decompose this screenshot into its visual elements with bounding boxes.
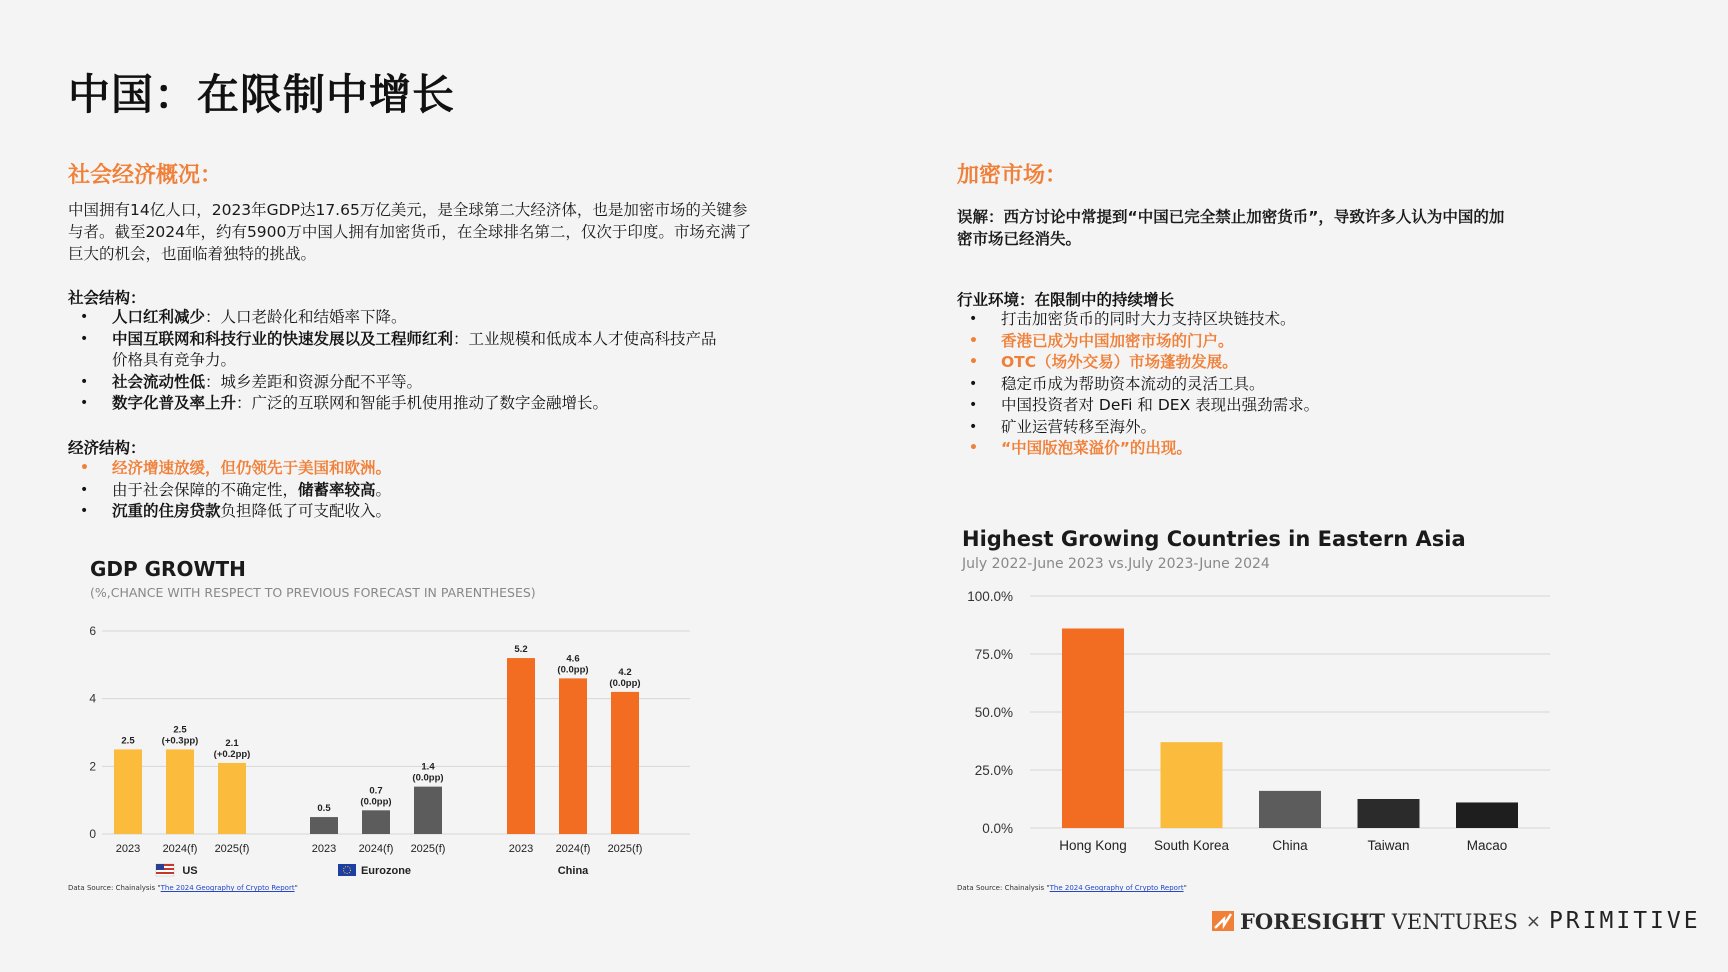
x-tick-label: 2024(f) (358, 843, 394, 855)
x-tick-label: 2023 (311, 843, 337, 855)
industry-environment-list (957, 309, 1637, 460)
y-tick-label: 4 (89, 691, 96, 706)
x-tick-label: China (1272, 838, 1308, 853)
right-data-source: Data Source: Chainalysis "The 2024 Geography of Crypto Report" (957, 884, 1187, 892)
bullet-icon: • (969, 375, 978, 392)
left-data-source: Data Source: Chainalysis "The 2024 Geography of Crypto Report" (68, 884, 298, 892)
data-label: 0.7 (369, 785, 383, 797)
y-tick-label: 25.0% (974, 763, 1013, 778)
data-label: 4.6 (566, 653, 580, 665)
socioeconomic-heading: 社会经济概况： (68, 163, 223, 188)
page-title: 中国：在限制中增长 (68, 70, 456, 119)
legend-label: China (557, 865, 589, 877)
us-flag-canton (156, 864, 164, 870)
bar (1358, 799, 1420, 828)
bullet-icon: • (969, 354, 978, 370)
bar (310, 817, 338, 834)
data-label: (+0.2pp) (213, 748, 251, 760)
bullet-icon: • (969, 332, 978, 349)
bullet-icon: • (80, 395, 89, 411)
bullet-icon: • (80, 460, 89, 476)
bullet-icon: • (80, 503, 89, 519)
bar (1259, 791, 1321, 828)
bullet-icon: • (80, 309, 89, 325)
bullet-icon: • (969, 311, 978, 327)
economic-structure-list (68, 458, 858, 523)
bar (166, 749, 194, 834)
list-item: • 打击加密货币的同时大力支持区块链技术。 (957, 309, 1637, 331)
x-tick-label: 2023 (115, 843, 141, 855)
legend-label: Eurozone (360, 865, 412, 877)
x-tick-label: 2023 (508, 843, 534, 855)
bullet-icon: • (80, 373, 89, 390)
bar (559, 678, 587, 834)
x-tick-label: Taiwan (1367, 838, 1410, 853)
bullet-icon: • (80, 330, 89, 347)
data-label: 2.5 (173, 724, 187, 736)
x-tick-label: 2024(f) (162, 843, 198, 855)
x-tick-label: Macao (1466, 838, 1508, 853)
gdp-chart-subtitle: (%,CHANCE WITH RESPECT TO PREVIOUS FORECAST IN PARENTHESES) (90, 585, 536, 600)
data-label: 1.4 (421, 761, 435, 773)
footer-logo (1212, 908, 1701, 934)
gdp-growth-chart (70, 620, 710, 880)
bar (1161, 742, 1223, 828)
y-tick-label: 100.0% (967, 589, 1013, 604)
list-item: • 矿业运营转移至海外。 (957, 417, 1637, 439)
cross-mark: × (1525, 910, 1541, 932)
list-item: • 稳定币成为帮助资本流动的灵活工具。 (957, 374, 1637, 396)
bullet-icon: • (969, 440, 978, 456)
myth-paragraph (957, 206, 1617, 250)
intro-paragraph (68, 199, 848, 265)
bar (1456, 802, 1518, 828)
list-item: • 沉重的住房贷款负担降低了可支配收入。 (68, 501, 858, 523)
foresight-wordmark: FORESIGHT VENTURES (1240, 908, 1518, 934)
myth-line: 密市场已经消失。 (957, 230, 1082, 248)
list-item: • 经济增速放缓，但仍领先于美国和欧洲。 (68, 458, 858, 480)
y-tick-label: 75.0% (974, 647, 1013, 662)
us-flag-stripe (156, 872, 174, 874)
data-label: 5.2 (514, 644, 528, 656)
list-item: • 数字化普及率上升：广泛的互联网和智能手机使用推动了数字金融增长。 (68, 393, 858, 415)
data-label: 0.5 (317, 803, 331, 815)
bar (218, 763, 246, 834)
data-label: 2.1 (225, 737, 239, 749)
intro-line: 中国拥有14亿人口，2023年GDP达17.65万亿美元，是全球第二大经济体，也是加密市场的关键参 (68, 201, 748, 219)
bar (114, 749, 142, 834)
data-label: (0.0pp) (360, 796, 392, 808)
x-tick-label: 2025(f) (214, 843, 250, 855)
intro-line: 巨大的机会，也面临着独特的挑战。 (68, 245, 317, 263)
bar (414, 787, 442, 834)
x-tick-label: 2025(f) (410, 843, 446, 855)
x-tick-label: South Korea (1153, 838, 1230, 853)
data-label: (0.0pp) (557, 664, 589, 676)
data-label: (+0.3pp) (161, 735, 199, 747)
economic-structure-heading: 经济结构： (68, 439, 146, 457)
x-tick-label: Hong Kong (1059, 838, 1127, 853)
bullet-icon: • (80, 481, 89, 498)
y-tick-label: 6 (89, 624, 96, 638)
foresight-logo-icon (1212, 911, 1234, 931)
list-item: • 人口红利减少：人口老龄化和结婚率下降。 (68, 307, 858, 329)
y-tick-label: 0.0% (982, 821, 1013, 836)
intro-line: 与者。截至2024年，约有5900万中国人拥有加密货币，在全球排名第二，仅次于印度。市场充满了 (68, 223, 752, 241)
source-link[interactable]: The 2024 Geography of Crypto Report (1049, 884, 1184, 892)
list-item: • 社会流动性低：城乡差距和资源分配不平等。 (68, 372, 858, 394)
list-item: • OTC（场外交易）市场蓬勃发展。 (957, 352, 1637, 374)
social-structure-list (68, 307, 858, 415)
data-label: 2.5 (121, 735, 135, 747)
bar (1062, 628, 1124, 828)
crypto-market-heading: 加密市场： (957, 163, 1068, 188)
y-tick-label: 50.0% (974, 705, 1013, 720)
bar (611, 692, 639, 834)
list-item: • “中国版泡菜溢价”的出现。 (957, 438, 1637, 460)
east-asia-growth-chart (955, 580, 1555, 853)
x-tick-label: 2025(f) (607, 843, 643, 855)
y-tick-label: 0 (89, 827, 96, 841)
bullet-icon: • (969, 418, 978, 435)
east-asia-chart-title: Highest Growing Countries in Eastern Asia (962, 527, 1466, 551)
data-label: (0.0pp) (412, 772, 444, 784)
eu-flag-icon (338, 864, 356, 876)
list-item: • 由于社会保障的不确定性，储蓄率较高。 (68, 480, 858, 502)
list-item: • 香港已成为中国加密市场的门户。 (957, 331, 1637, 353)
primitive-wordmark: PRIMITIVE (1548, 908, 1701, 934)
bar (507, 658, 535, 834)
source-link[interactable]: The 2024 Geography of Crypto Report (160, 884, 295, 892)
list-item: • 中国投资者对 DeFi 和 DEX 表现出强劲需求。 (957, 395, 1637, 417)
myth-line: 误解：西方讨论中常提到“中国已完全禁止加密货币”，导致许多人认为中国的加 (957, 208, 1505, 226)
data-label: 4.2 (618, 666, 632, 678)
east-asia-chart-subtitle: July 2022-June 2023 vs.July 2023-June 2024 (962, 556, 1270, 572)
list-item: • 中国互联网和科技行业的快速发展以及工程师红利：工业规模和低成本人才使高科技产品 价格具有竞争力。 (80, 329, 717, 369)
bar (362, 810, 390, 834)
gdp-chart-title: GDP GROWTH (90, 557, 246, 581)
industry-environment-heading: 行业环境：在限制中的持续增长 (957, 291, 1175, 309)
x-tick-label: 2024(f) (555, 843, 591, 855)
y-tick-label: 2 (89, 759, 96, 774)
data-label: (0.0pp) (609, 677, 641, 689)
legend-label: US (182, 865, 198, 877)
bullet-icon: • (969, 397, 978, 413)
social-structure-heading: 社会结构： (68, 289, 146, 307)
